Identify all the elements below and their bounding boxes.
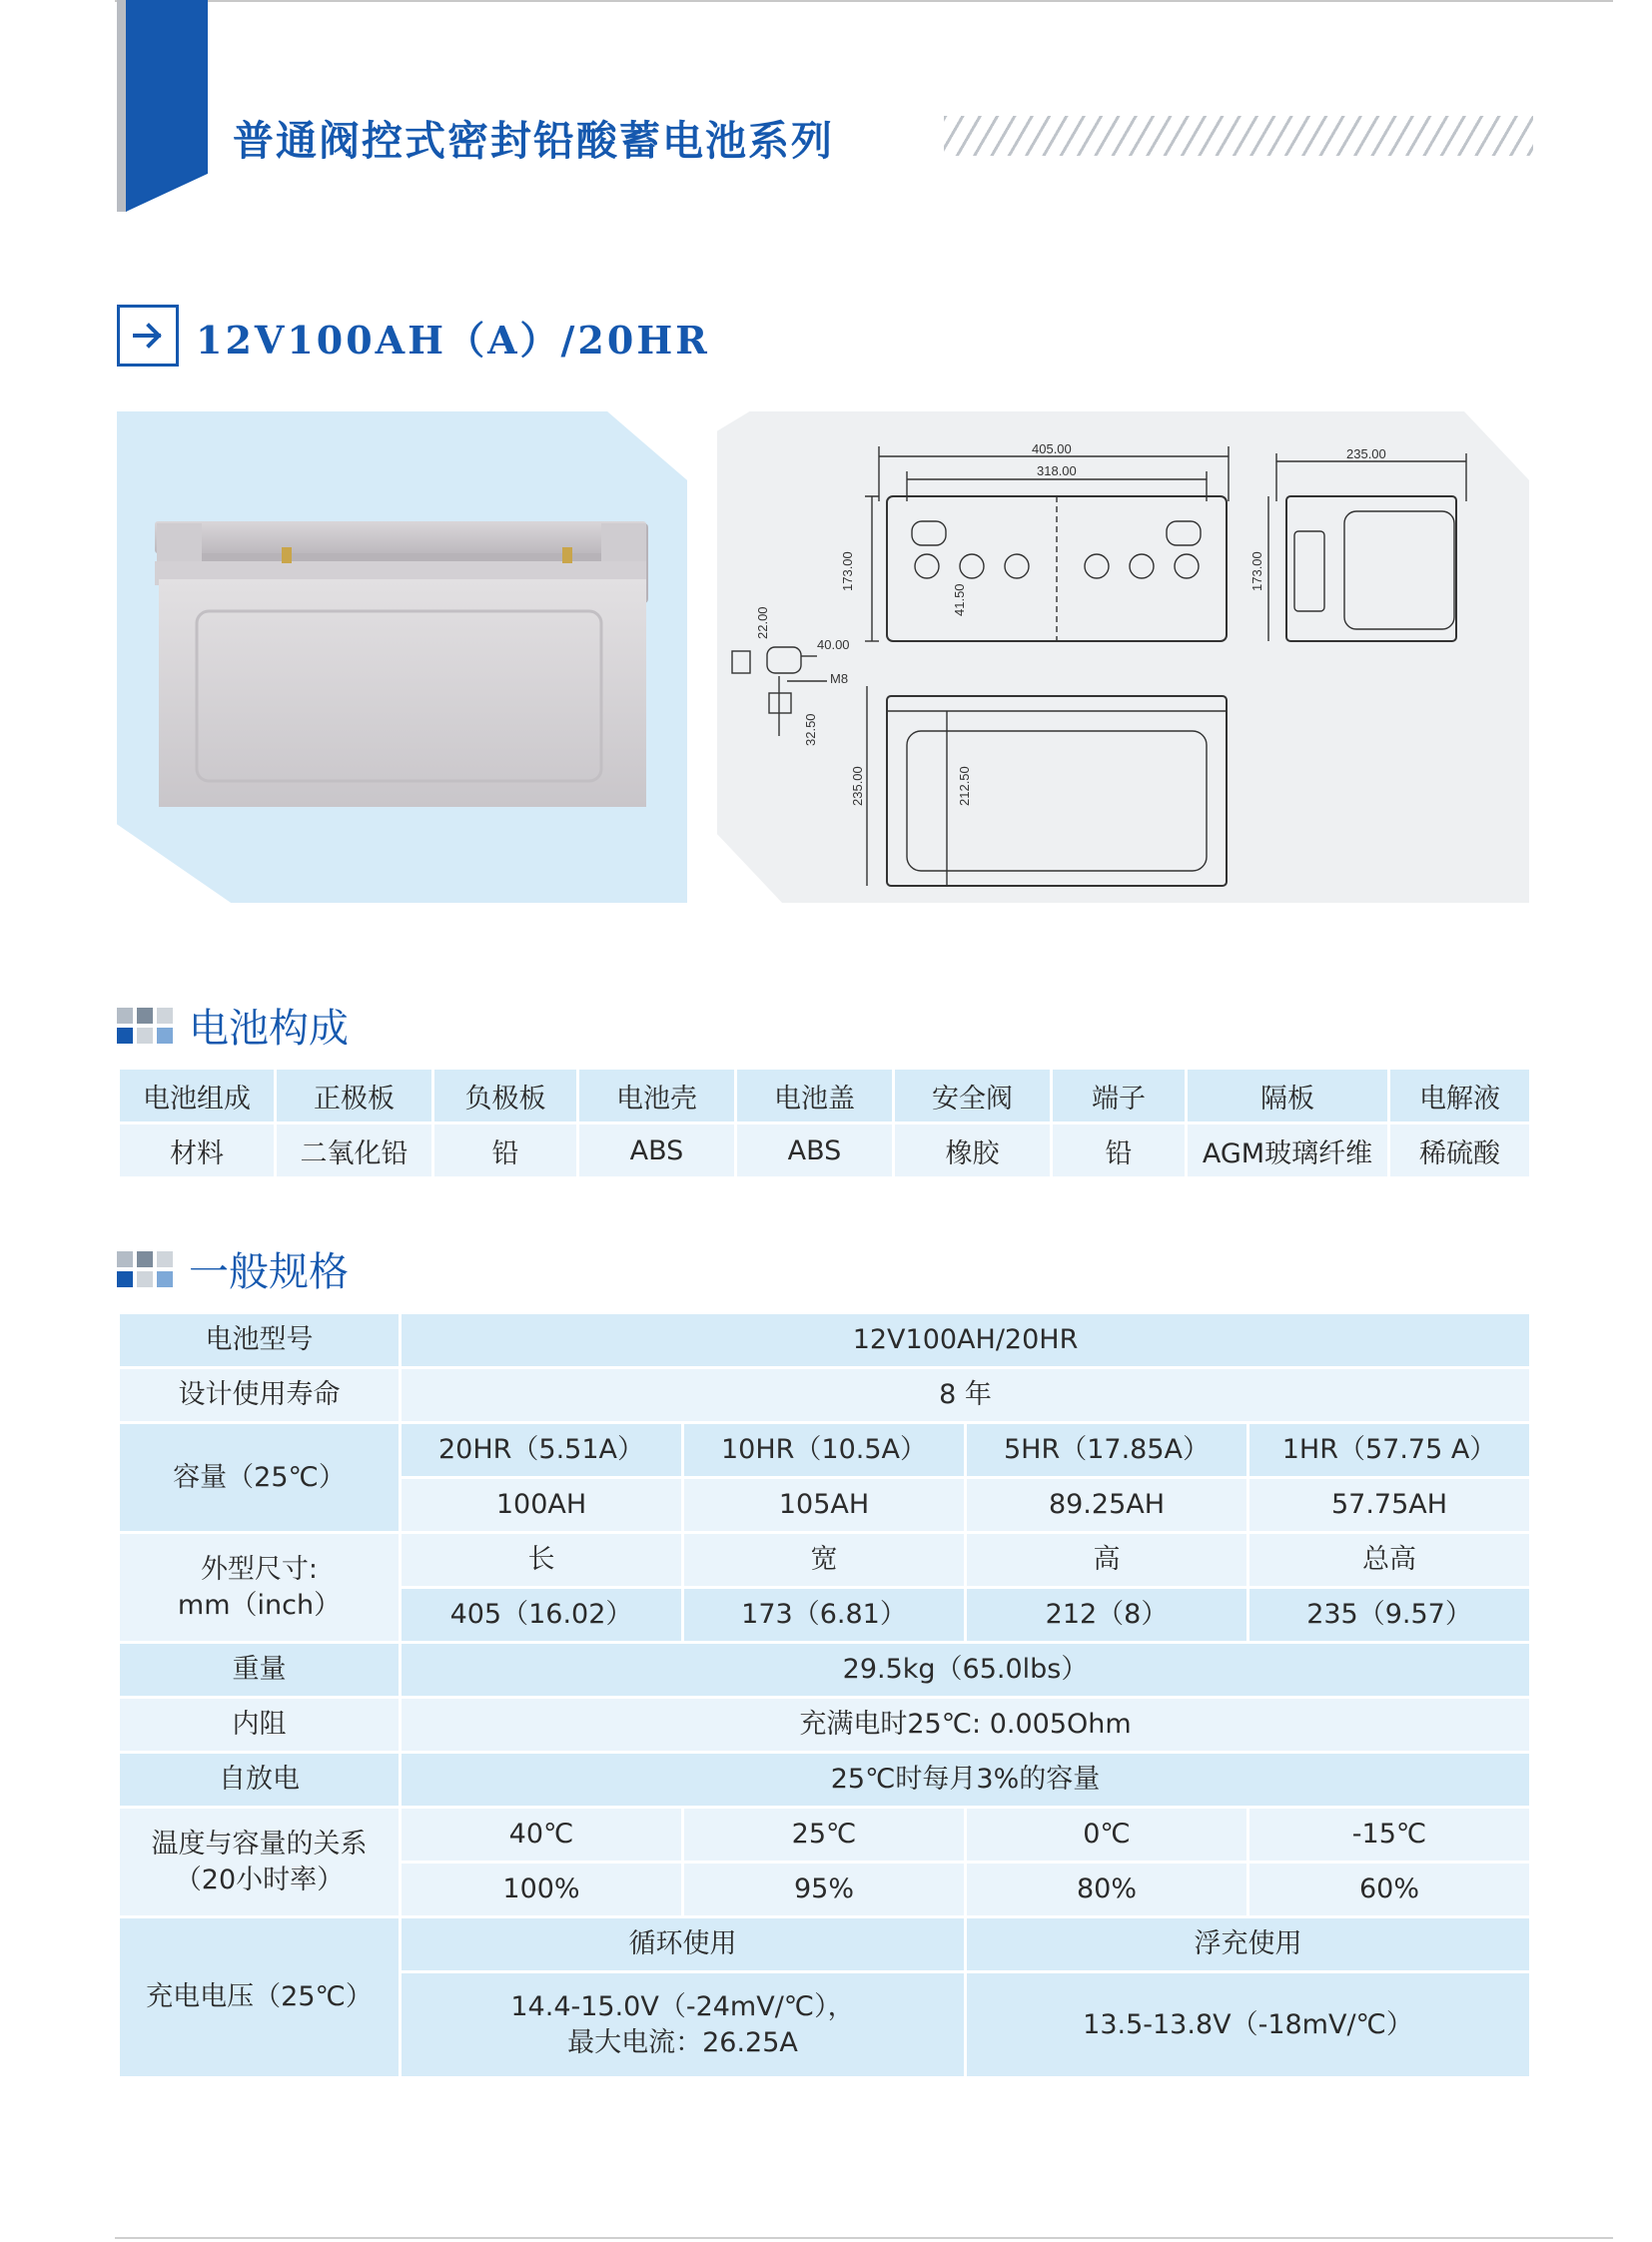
spec-label-line: 外型尺寸: [200, 1554, 319, 1586]
spec-row-charge [119, 1917, 1531, 1972]
comp-header-cell: 端子 [1052, 1069, 1187, 1123]
spec-cell: 95% [683, 1863, 966, 1917]
dim-terminal-width: 40.00 [817, 637, 850, 652]
comp-value-cell: 稀硫酸 [1389, 1123, 1531, 1178]
spec-cell: 235（9.57） [1248, 1588, 1531, 1643]
spec-cell: 105AH [683, 1478, 966, 1533]
spec-cell: 20HR（5.51A） [401, 1423, 683, 1478]
spec-label: 充电电压（25℃） [119, 1917, 401, 2078]
comp-value-cell: 二氧化铅 [276, 1123, 433, 1178]
dim-side-width: 235.00 [1346, 446, 1386, 461]
bottom-rule [115, 2237, 1613, 2239]
spec-label: 自放电 [119, 1753, 401, 1808]
spec-cell: -15℃ [1248, 1808, 1531, 1863]
comp-header-cell: 隔板 [1187, 1069, 1389, 1123]
comp-header-cell: 电解液 [1389, 1069, 1531, 1123]
spec-cell: 循环使用 [401, 1917, 966, 1972]
dimension-drawing [717, 411, 1529, 903]
spec-label: 电池型号 [119, 1313, 401, 1368]
dim-body-height: 212.50 [957, 766, 972, 806]
model-title: 12V100AH（A）/20HR [196, 318, 710, 363]
comp-value-cell: AGM玻璃纤维 [1187, 1123, 1389, 1178]
composition-title: 电池构成 [189, 1006, 349, 1052]
spec-value: 25℃时每月3%的容量 [401, 1753, 1531, 1808]
spec-cell: 57.75AH [1248, 1478, 1531, 1533]
squares-icon [117, 1008, 173, 1044]
spec-cell: 60% [1248, 1863, 1531, 1917]
comp-value-cell: ABS [736, 1123, 894, 1178]
specs-table [117, 1311, 1532, 2079]
composition-value-row [119, 1123, 1531, 1178]
header-banner [126, 0, 208, 212]
spec-cell: 0℃ [966, 1808, 1248, 1863]
composition-header-row [119, 1069, 1531, 1123]
dim-total-height: 235.00 [850, 766, 865, 806]
spec-cell: 80% [966, 1863, 1248, 1917]
comp-header-cell: 负极板 [433, 1069, 578, 1123]
cycle-value-line: 最大电流：26.25A [567, 2026, 798, 2058]
spec-value: 12V100AH/20HR [401, 1313, 1531, 1368]
banner-shadow [117, 0, 127, 212]
spec-cell: 100AH [401, 1478, 683, 1533]
comp-value-cell: 橡胶 [894, 1123, 1052, 1178]
spec-row-weight [119, 1643, 1531, 1698]
spec-cell: 13.5-13.8V（-18mV/℃） [966, 1972, 1531, 2078]
specs-heading [117, 1240, 349, 1297]
spec-cell [401, 1972, 966, 2078]
comp-value-cell: 铅 [433, 1123, 578, 1178]
specs-title: 一般规格 [189, 1249, 349, 1295]
dim-terminal-offset: 41.50 [952, 583, 967, 616]
squares-icon [117, 1251, 173, 1287]
spec-cell: 89.25AH [966, 1478, 1248, 1533]
dim-bolt-height: 32.50 [803, 713, 818, 746]
top-rule [115, 0, 1613, 2]
spec-cell: 10HR（10.5A） [683, 1423, 966, 1478]
dim-top-height: 173.00 [840, 551, 855, 591]
spec-value: 29.5kg（65.0lbs） [401, 1643, 1531, 1698]
comp-header-cell: 安全阀 [894, 1069, 1052, 1123]
cycle-value-line: 14.4-15.0V（-24mV/℃）， [510, 1991, 855, 2023]
dim-terminal-span: 318.00 [1037, 463, 1077, 478]
spec-cell: 405（16.02） [401, 1588, 683, 1643]
spec-cell: 100% [401, 1863, 683, 1917]
spec-label: 设计使用寿命 [119, 1368, 401, 1423]
dim-length: 405.00 [1032, 441, 1072, 456]
spec-row-temperature [119, 1808, 1531, 1863]
spec-cell: 40℃ [401, 1808, 683, 1863]
spec-label-line: 温度与容量的关系 [151, 1829, 368, 1861]
battery-photo [117, 411, 687, 903]
arrow-right-icon [117, 305, 179, 367]
comp-value-cell: 铅 [1052, 1123, 1187, 1178]
spec-cell: 25℃ [683, 1808, 966, 1863]
spec-row-resistance [119, 1698, 1531, 1753]
spec-value: 充满电时25℃: 0.005Ohm [401, 1698, 1531, 1753]
spec-cell: 高 [966, 1533, 1248, 1588]
spec-label [119, 1533, 401, 1643]
comp-value-cell: ABS [578, 1123, 736, 1178]
spec-row-capacity [119, 1423, 1531, 1478]
spec-cell: 宽 [683, 1533, 966, 1588]
series-title: 普通阀控式密封铅酸蓄电池系列 [233, 117, 834, 165]
spec-cell: 浮充使用 [966, 1917, 1531, 1972]
spec-cell: 1HR（57.75 A） [1248, 1423, 1531, 1478]
dim-side-height: 173.00 [1249, 551, 1264, 591]
comp-header-cell: 电池盖 [736, 1069, 894, 1123]
spec-label: 重量 [119, 1643, 401, 1698]
spec-cell: 173（6.81） [683, 1588, 966, 1643]
spec-row-life [119, 1368, 1531, 1423]
dim-terminal-height: 22.00 [755, 606, 770, 639]
spec-label: 容量（25℃） [119, 1423, 401, 1533]
spec-row-discharge [119, 1753, 1531, 1808]
spec-cell: 212（8） [966, 1588, 1248, 1643]
comp-header-cell: 正极板 [276, 1069, 433, 1123]
spec-label-line: mm（inch） [177, 1589, 342, 1621]
spec-cell: 总高 [1248, 1533, 1531, 1588]
comp-value-cell: 材料 [119, 1123, 276, 1178]
spec-cell: 5HR（17.85A） [966, 1423, 1248, 1478]
spec-label [119, 1808, 401, 1917]
spec-value: 8 年 [401, 1368, 1531, 1423]
spec-label-line: （20小时率） [174, 1864, 345, 1895]
spec-row-dimensions [119, 1533, 1531, 1588]
dim-bolt: M8 [830, 671, 849, 686]
spec-cell: 长 [401, 1533, 683, 1588]
composition-heading [117, 997, 349, 1054]
comp-header-cell: 电池壳 [578, 1069, 736, 1123]
spec-row-model [119, 1313, 1531, 1368]
hatch-decoration [944, 116, 1533, 156]
spec-label: 内阻 [119, 1698, 401, 1753]
comp-header-cell: 电池组成 [119, 1069, 276, 1123]
composition-table [117, 1067, 1532, 1179]
